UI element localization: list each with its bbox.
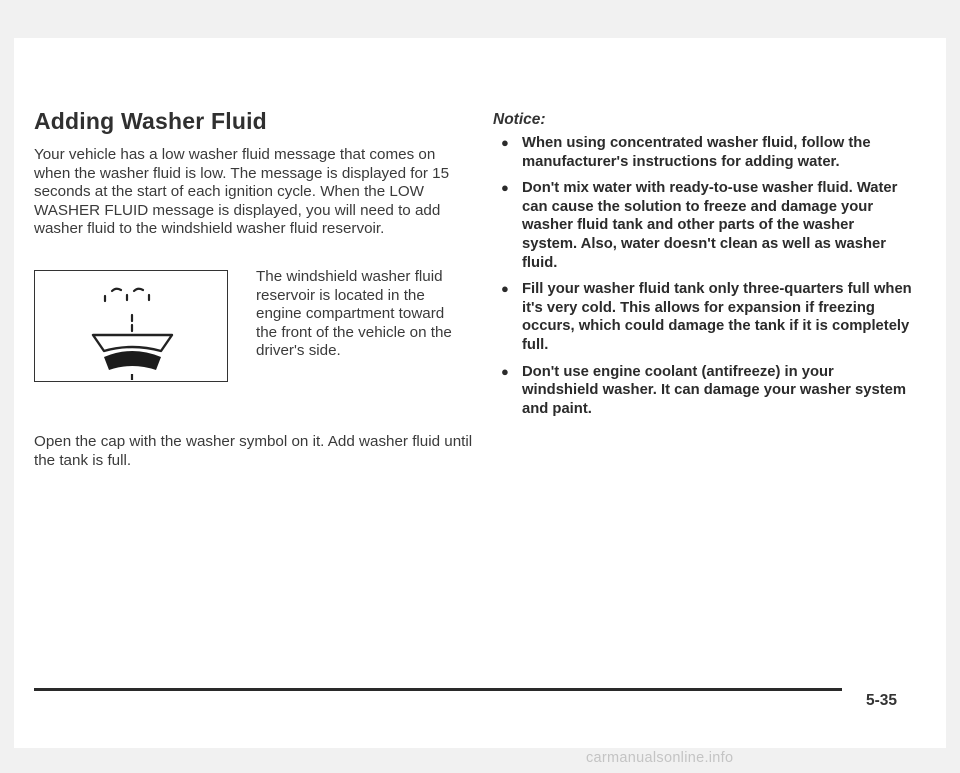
- notice-list: [493, 134, 913, 426]
- notice-item: [493, 363, 913, 419]
- notice-label: Notice:: [493, 111, 546, 128]
- notice-item-text: When using concentrated washer fluid, follow the manufacturer's instructions for adding water.: [522, 135, 871, 170]
- intro-paragraph: Your vehicle has a low washer fluid message that comes on when the washer fluid is low. The message is displayed for 15 seconds at the start of each ignition cycle. When the LOW WASHER FLUID message is displayed, you will need to add washer fluid to the windshield washer fluid reservoir.: [34, 146, 450, 238]
- bullet-icon: ●: [501, 180, 509, 196]
- notice-item: [493, 280, 913, 354]
- notice-item: [493, 134, 913, 171]
- bullet-icon: ●: [501, 363, 509, 379]
- page-number: 5-35: [866, 692, 898, 709]
- notice-item-text: Fill your washer fluid tank only three-quarters full when it's very cold. This allows for expansion if freezing occurs, which could damage the tank if it is completely full.: [522, 281, 912, 353]
- windshield-washer-symbol-icon: [35, 271, 229, 383]
- bullet-icon: ●: [501, 135, 509, 150]
- notice-item: [493, 179, 913, 272]
- open-cap-instructions: Open the cap with the washer symbol on it. Add washer fluid until the tank is full.: [34, 433, 473, 469]
- washer-symbol-box: [34, 270, 228, 382]
- footer-rule: [34, 688, 842, 691]
- notice-item-text: Don't mix water with ready-to-use washer fluid. Water can cause the solution to freeze and damage your washer fluid tank and other parts of the washer system. Also, water doesn't clean as well as washer fluid.: [522, 180, 898, 271]
- reservoir-location-text: The windshield washer fluid reservoir is located in the engine compartment toward the front of the vehicle on the driver's side.: [256, 268, 452, 360]
- notice-item-text: Don't use engine coolant (antifreeze) in your windshield washer. It can damage your washer system and paint.: [522, 363, 907, 417]
- watermark: carmanualsonline.info: [586, 750, 734, 766]
- bullet-icon: ●: [501, 281, 509, 297]
- section-heading: Adding Washer Fluid: [34, 108, 267, 134]
